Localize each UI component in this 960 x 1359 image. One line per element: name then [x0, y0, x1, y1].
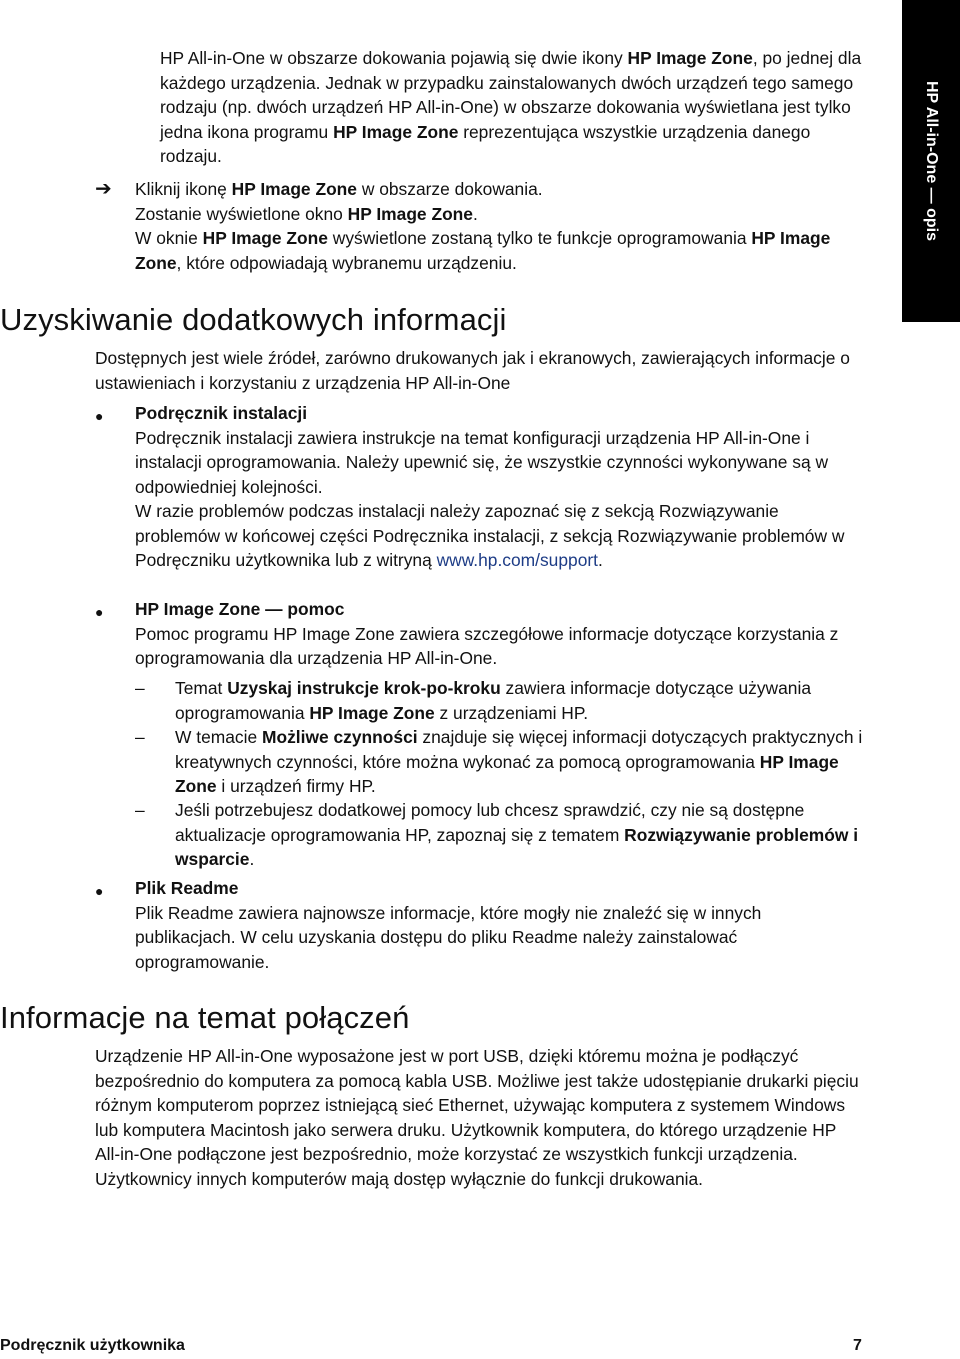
dash-icon: – [135, 800, 145, 820]
sub-text: . [249, 849, 255, 869]
section-text: Urządzenie HP All-in-One wyposażone jest w port USB, dzięki któremu można je podłączyć bezpośrednio do komputera za pomocą kabla USB. Możliwe jest także udostępianie drukarki pięciu różnym komputerom poprzez istniejącą sieć Ethernet, używając komputera z systemem Windows lub komputera Macintosh jako serwera druku. Użytkownik komputera, do którego urządzenie HP All-in-One podłączone jest bezpośrednio, może korzystać ze wszystkich funkcji urządzenia. Użytkownicy innych komputerów mają dostęp wyłącznie do funkcji drukowania. [95, 1046, 859, 1189]
bullet-icon: ● [95, 604, 104, 620]
list-item-text: Pomoc programu HP Image Zone zawiera szczegółowe informacje dotyczące korzystania z oprogramowania dla urządzenia HP All-in-One. [135, 623, 839, 668]
intro-text: HP All-in-One w obszarze dokowania pojawią się dwie ikony [160, 48, 628, 68]
footer-title: Podręcznik użytkownika [0, 1337, 185, 1354]
arrow-icon: ➔ [95, 178, 112, 200]
side-tab [902, 0, 960, 322]
list-item-text-span: W razie problemów podczas instalacji należy zapoznać się z sekcją Rozwiązywanie problemów w końcowej części Podręcznika instalacji, z sekcją Rozwiązywanie problemów w Podręczniku użytkownika lub z witryną [135, 501, 845, 570]
step-text: w obszarze dokowania. [356, 179, 543, 199]
step-text: W oknie [135, 228, 203, 248]
dash-icon: – [135, 678, 145, 698]
step-text: , które odpowiadają wybranemu urządzeniu. [176, 252, 517, 273]
step-text: . [472, 203, 478, 224]
list-item [135, 401, 865, 573]
sub-text: i urządzeń firmy HP. [216, 776, 376, 796]
list-item [135, 597, 865, 671]
step-line [135, 202, 865, 227]
list-item-text: Plik Readme zawiera najnowsze informacje, które mogły nie znaleźć się w innych publikacjach. W celu uzyskania dostępu do pliku Readme należy zainstalować oprogramowanie. [135, 902, 762, 972]
step-line [135, 177, 865, 202]
step-block [135, 177, 865, 275]
sub-text: zawiera informacje dotyczące używania oprogramowania [175, 678, 811, 723]
sub-list-item [175, 798, 865, 872]
page-number: 7 [853, 1337, 862, 1354]
step-line [135, 226, 865, 275]
bullet-icon: ● [95, 408, 104, 424]
list-item-text: Podręcznik instalacji zawiera instrukcje na temat konfiguracji urządzenia HP All-in-One i instalacji oprogramowania. Należy upewnić się, że wszystkie czynności wykonywane są w odpowiedniej kolejności. [135, 427, 829, 497]
list-item [135, 876, 865, 974]
dash-icon: – [135, 727, 145, 747]
intro-paragraph [160, 46, 870, 169]
step-text: Kliknij ikonę [135, 179, 232, 199]
intro-text: reprezentująca wszystkie urządzenia danego rodzaju. [160, 121, 811, 166]
sub-bold: Rozwiązywanie problemów i wsparcie [175, 824, 859, 869]
intro-bold: HP Image Zone [333, 121, 459, 142]
section-intro: Dostępnych jest wiele źródeł, zarówno drukowanych jak i ekranowych, zawierających informacje o ustawieniach i korzystaniu z urządzenia HP All-in-One [95, 348, 850, 393]
step-bold: HP Image Zone [202, 228, 328, 248]
intro-text: , po jednej dla każdego urządzenia. Jednak w przypadku zainstalowanych dwóch urządzeń tego samego rodzaju (np. dwóch urządzeń HP All-in-One) w obszarze dokowania wyświetlana jest tylko jedna ikona programu [160, 48, 862, 142]
step-bold: HP Image Zone [231, 179, 357, 199]
sub-list-item [175, 676, 865, 725]
list-item-title: HP Image Zone — pomoc [135, 599, 345, 619]
list-item-title: Plik Readme [135, 878, 239, 898]
support-link[interactable]: www.hp.com/support [436, 550, 598, 570]
list-item-title: Podręcznik instalacji [135, 403, 308, 423]
sub-bold: Możliwe czynności [261, 727, 418, 747]
sub-text: Temat [175, 678, 228, 698]
sub-text: z urządzeniami HP. [434, 702, 589, 723]
intro-bold: HP Image Zone [627, 48, 753, 68]
sub-bold: HP Image Zone [175, 751, 839, 796]
sub-text: znajduje się więcej informacji dotyczących praktycznych i kreatywnych czynności, które można wykonać za pomocą oprogramowania [175, 727, 863, 772]
step-bold: HP Image Zone [135, 228, 831, 273]
list-item-text [135, 499, 865, 573]
sub-bold: Uzyskaj instrukcje krok-po-kroku [227, 678, 501, 698]
step-bold: HP Image Zone [347, 203, 473, 224]
sub-text: Jeśli potrzebujesz dodatkowej pomocy lub chcesz sprawdzić, czy nie są dostępne aktualizacje oprogramowania HP, zapoznaj się z tematem [175, 800, 805, 845]
section-heading: Informacje na temat połączeń [0, 1000, 410, 1035]
bullet-icon: ● [95, 883, 104, 899]
sub-bold: HP Image Zone [309, 702, 435, 723]
sub-text: W temacie [175, 727, 262, 747]
side-tab-label: HP All-in-One — opis [923, 80, 940, 242]
section-heading: Uzyskiwanie dodatkowych informacji [0, 302, 507, 337]
sub-list-item [175, 725, 865, 799]
step-text: Zostanie wyświetlone okno [135, 203, 348, 224]
step-text: wyświetlone zostaną tylko te funkcje oprogramowania [327, 228, 752, 248]
list-item-text-span: . [598, 550, 603, 570]
